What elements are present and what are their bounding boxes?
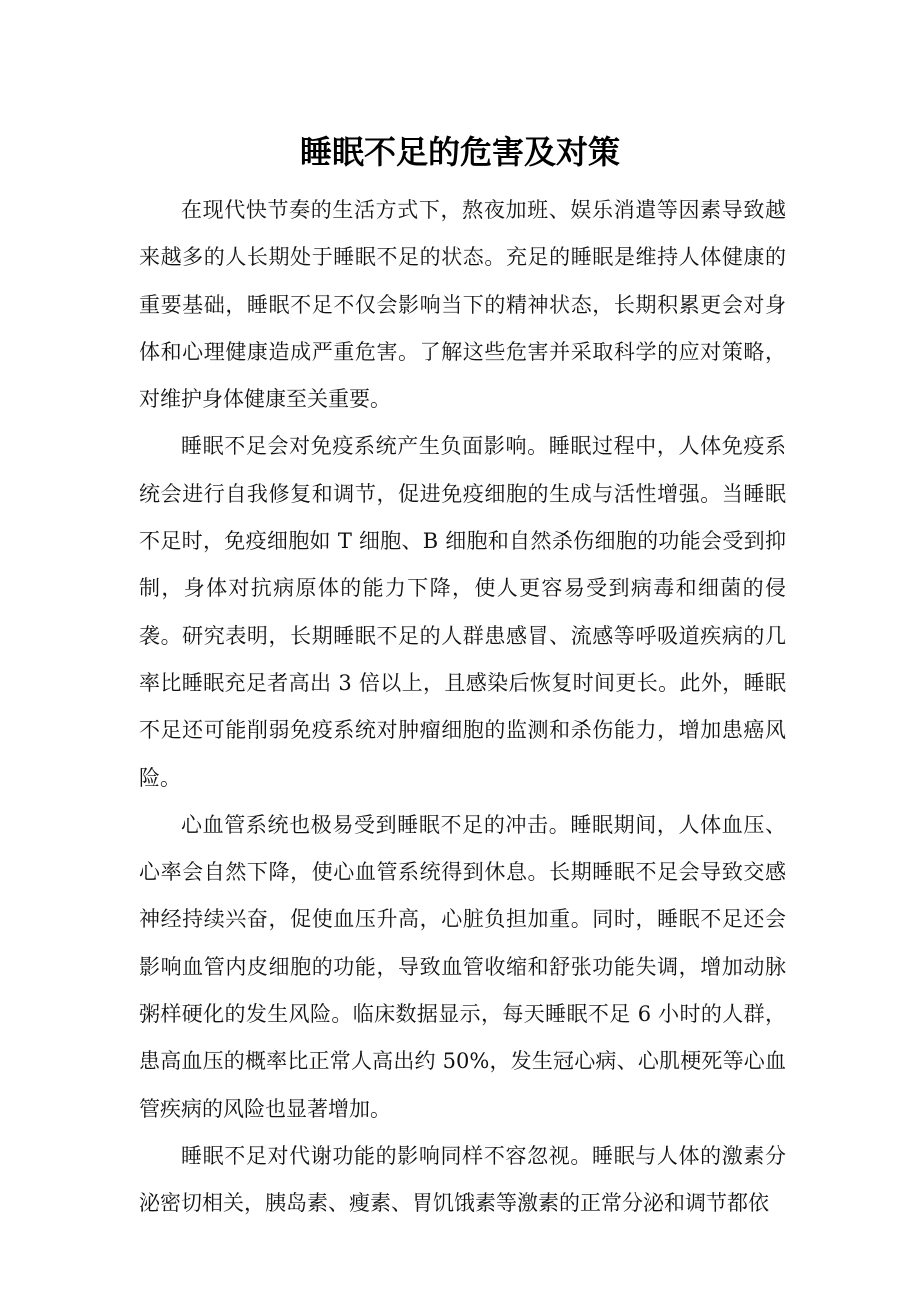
paragraph-intro: 在现代快节奏的生活方式下，熬夜加班、娱乐消遣等因素导致越来越多的人长期处于睡眠不足的状态。充足的睡眠是维持人体健康的重要基础，睡眠不足不仅会影响当下的精神状态，长期积累更会对身体和心理健康造成严重危害。了解这些危害并采取科学的应对策略，对维护身体健康至关重要。 [139, 198, 786, 412]
document-title: 睡眠不足的危害及对策 [299, 133, 620, 171]
paragraph-immune-system: 睡眠不足会对免疫系统产生负面影响。睡眠过程中，人体免疫系统会进行自我修复和调节，促进免疫细胞的生成与活性增强。当睡眠不足时，免疫细胞如 T 细胞、B 细胞和自然杀伤细胞的功能会受到抑制，身体对抗病原体的能力下降，使人更容易受到病毒和细菌的侵袭。研究表明，长期睡眠不足的人群患感冒、流感等呼吸道疾病的几率比睡眠充足者高出 3 倍以上，且感染后恢复时间更长。此外，睡眠不足还可能削弱免疫系统对肿瘤细胞的监测和杀伤能力，增加患癌风险。 [139, 434, 786, 790]
paragraph-metabolism: 睡眠不足对代谢功能的影响同样不容忽视。睡眠与人体的激素分泌密切相关，胰岛素、瘦素、胃饥饿素等激素的正常分泌和调节都依 [139, 1143, 786, 1216]
paragraph-cardiovascular: 心血管系统也极易受到睡眠不足的冲击。睡眠期间，人体血压、心率会自然下降，使心血管系统得到休息。长期睡眠不足会导致交感神经持续兴奋，促使血压升高，心脏负担加重。同时，睡眠不足还会影响血管内皮细胞的功能，导致血管收缩和舒张功能失调，增加动脉粥样硬化的发生风险。临床数据显示，每天睡眠不足 6 小时的人群，患高血压的概率比正常人高出约 50%，发生冠心病、心肌梗死等心血管疾病的风险也显著增加。 [139, 812, 786, 1121]
document-body [139, 187, 786, 1228]
